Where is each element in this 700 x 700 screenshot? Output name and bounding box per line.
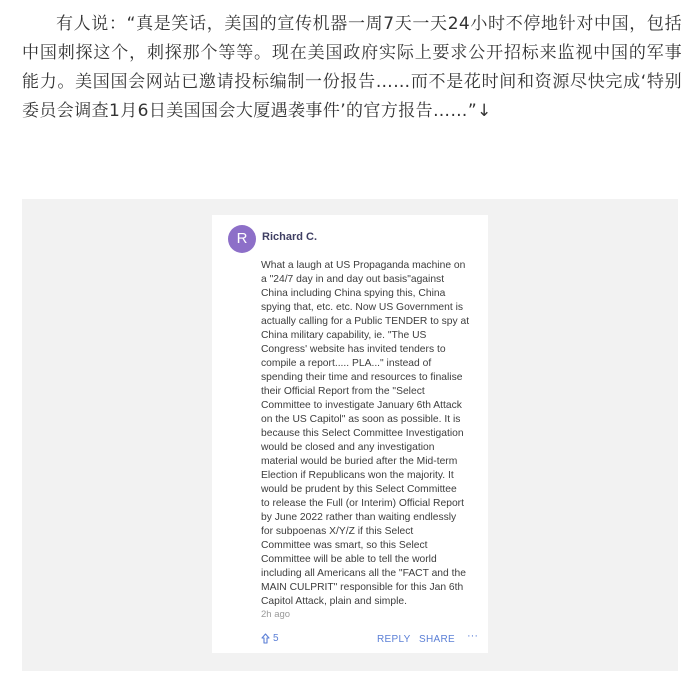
embedded-screenshot bbox=[22, 199, 678, 671]
avatar[interactable]: R bbox=[228, 225, 256, 253]
comment-line: would be closed and any investigation bbox=[261, 442, 435, 453]
comment-line: China including China spying this, China bbox=[261, 288, 446, 299]
comment-line: Committee to investigate January 6th Attack bbox=[261, 400, 462, 411]
down-arrow-icon: ↓ bbox=[477, 101, 492, 121]
comment-timestamp: 2h ago bbox=[261, 609, 291, 620]
comment-line: by June 2022 rather than waiting endlessly bbox=[261, 512, 457, 523]
upvote-count: 5 bbox=[273, 633, 279, 644]
comment-line: Congress' website has invited tenders to bbox=[261, 344, 446, 355]
comment-body bbox=[261, 259, 483, 609]
upvote-arrow-icon bbox=[261, 633, 270, 644]
reply-button[interactable]: REPLY bbox=[377, 634, 411, 645]
comment-line: compile a report..... PLA..." instead of bbox=[261, 358, 432, 369]
article-text: 有人说：“真是笑话，美国的宣传机器一周7天一天24小时不停地针对中国，包括中国刺探这个，刺探那个等等。现在美国政府实际上要求公开招标来监视中国的军事能力。美国国会网站已邀请投标编制一份报告……而不是花时间和资源尽快完成‘特别委员会调查1月6日美国国会大厦遇袭事件’的官方报告……” bbox=[22, 14, 682, 121]
comment-line: because this Select Committee Investigation bbox=[261, 428, 464, 439]
comment-line: Committee was smart, so this Select bbox=[261, 540, 428, 551]
comment-line: Election if Republicans won the majority. It bbox=[261, 470, 454, 481]
comment-line: material would be buried after the Mid-term bbox=[261, 456, 458, 467]
comment-line: Committee will be able to tell the world bbox=[261, 554, 437, 565]
upvote-button[interactable] bbox=[261, 633, 279, 644]
comment-line: spying that, etc. etc. Now US Government is bbox=[261, 302, 464, 313]
comment-line: would be prudent by this Select Committee bbox=[261, 484, 457, 495]
more-dots-icon[interactable]: ··· bbox=[467, 630, 478, 642]
comment-actions bbox=[261, 630, 481, 647]
comment-line: China military capability, ie. "The US bbox=[261, 330, 427, 341]
share-button[interactable]: SHARE bbox=[419, 634, 455, 645]
comment-line: Capitol Attack, plain and simple. bbox=[261, 596, 407, 607]
comment-line: a "24/7 day in and day out basis"against bbox=[261, 274, 445, 285]
comment-line: on the US Capitol" as soon as possible. It is bbox=[261, 414, 461, 425]
comment-line: their Official Report from the "Select bbox=[261, 386, 425, 397]
comment-line: spending their time and resources to finalise bbox=[261, 372, 463, 383]
article-paragraph bbox=[22, 10, 682, 126]
comment-line: actually calling for a Public TENDER to spy at bbox=[261, 316, 470, 327]
comment-author[interactable]: Richard C. bbox=[262, 231, 318, 243]
comment-line: MAIN CULPRIT" responsible for this Jan 6th bbox=[261, 582, 464, 593]
comment-line: including all Americans all the "FACT and the bbox=[261, 568, 466, 579]
comment-line: to release the Full (or Interim) Official Report bbox=[261, 498, 464, 509]
comment-line: What a laugh at US Propaganda machine on bbox=[261, 260, 466, 271]
comment-line: for subpoenas X/Y/Z if this Select bbox=[261, 526, 414, 537]
comment-card bbox=[212, 215, 488, 653]
